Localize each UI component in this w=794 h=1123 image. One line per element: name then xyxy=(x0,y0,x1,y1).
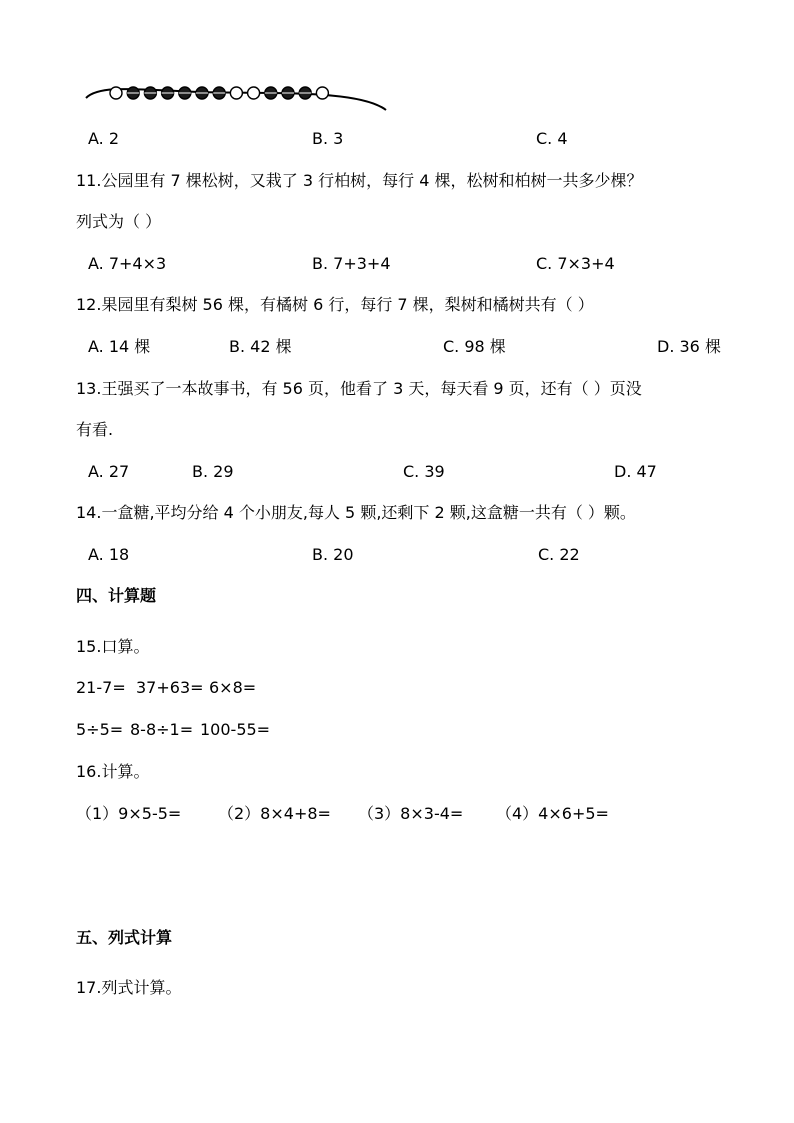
q15-item-1: 21-7= xyxy=(76,678,126,697)
q15-item-6: 100-55= xyxy=(200,720,271,739)
q11-option-b[interactable]: B. 7+3+4 xyxy=(312,254,391,273)
bead-empty xyxy=(110,87,122,99)
q16-item-1: （1）9×5-5= xyxy=(76,804,182,823)
q12-option-c[interactable]: C. 98 棵 xyxy=(443,337,506,356)
q13-stem-continued: 有看. xyxy=(76,420,114,439)
bead-empty xyxy=(230,87,242,99)
q16-item-3: （3）8×3-4= xyxy=(358,804,464,823)
q15-stem: 15.口算。 xyxy=(76,637,150,656)
q16-item-2: （2）8×4+8= xyxy=(218,804,331,823)
q10-option-c[interactable]: C. 4 xyxy=(536,129,568,148)
q14-option-c[interactable]: C. 22 xyxy=(538,545,580,564)
q14-option-a[interactable]: A. 18 xyxy=(88,545,130,564)
q14-option-b[interactable]: B. 20 xyxy=(312,545,354,564)
q13-stem: 13.王强买了一本故事书，有 56 页，他看了 3 天，每天看 9 页，还有（ ）页没 xyxy=(76,379,642,398)
q15-item-3: 6×8= xyxy=(209,678,257,697)
q15-item-4: 5÷5= xyxy=(76,720,124,739)
q13-option-a[interactable]: A. 27 xyxy=(88,462,130,481)
bead-empty xyxy=(316,87,328,99)
q12-stem: 12.果园里有梨树 56 棵，有橘树 6 行，每行 7 棵，梨树和橘树共有（ ） xyxy=(76,295,594,314)
q11-stem: 11.公园里有 7 棵松树，又栽了 3 行柏树，每行 4 棵，松树和柏树一共多少棵？ xyxy=(76,171,643,190)
q12-option-b[interactable]: B. 42 棵 xyxy=(229,337,292,356)
q11-option-c[interactable]: C. 7×3+4 xyxy=(536,254,615,273)
q16-stem: 16.计算。 xyxy=(76,762,150,781)
q13-option-b[interactable]: B. 29 xyxy=(192,462,234,481)
q11-stem-continued: 列式为（ ） xyxy=(76,212,162,231)
q12-option-a[interactable]: A. 14 棵 xyxy=(88,337,151,356)
q15-item-2: 37+63= xyxy=(136,678,204,697)
q13-option-d[interactable]: D. 47 xyxy=(614,462,657,481)
q13-option-c[interactable]: C. 39 xyxy=(403,462,445,481)
q10-option-b[interactable]: B. 3 xyxy=(312,129,344,148)
q15-item-5: 8-8÷1= xyxy=(130,720,194,739)
bead-string-figure xyxy=(80,76,400,116)
section-4-title: 四、计算题 xyxy=(76,586,157,605)
section-5-title: 五、列式计算 xyxy=(76,928,173,947)
q10-option-a[interactable]: A. 2 xyxy=(88,129,120,148)
q12-option-d[interactable]: D. 36 棵 xyxy=(657,337,721,356)
bead-empty xyxy=(248,87,260,99)
q16-item-4: （4）4×6+5= xyxy=(496,804,609,823)
q11-option-a[interactable]: A. 7+4×3 xyxy=(88,254,167,273)
q14-stem: 14.一盒糖,平均分给 4 个小朋友,每人 5 颗,还剩下 2 颗,这盒糖一共有（ ）颗。 xyxy=(76,503,636,522)
q17-stem: 17.列式计算。 xyxy=(76,978,182,997)
